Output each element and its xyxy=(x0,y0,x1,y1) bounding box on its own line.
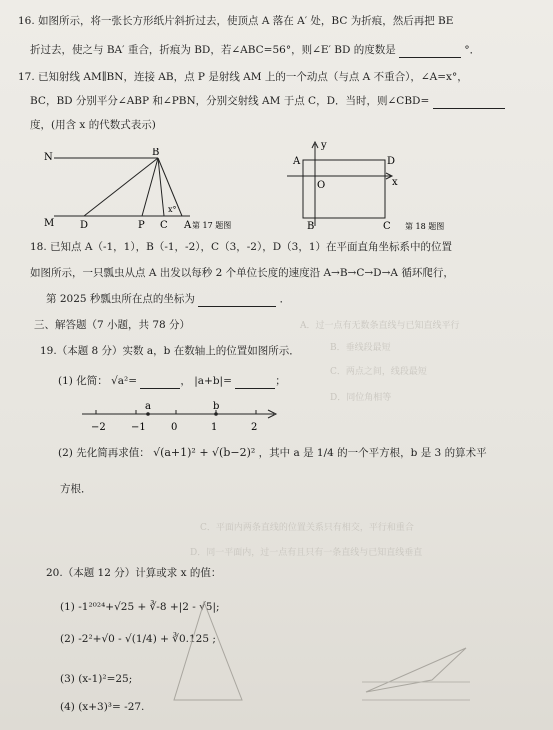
q17-line1: 17. 已知射线 AM∥BN，连接 AB，点 P 是射线 AM 上的一个动点（与点 A 不重合），∠A=x°， xyxy=(18,71,468,83)
number-line-tick-label: 1 xyxy=(211,422,218,433)
bleed-through-triangle xyxy=(170,600,250,710)
q17-line2: BC，BD 分别平分∠ABP 和∠PBN，分别交射线 AM 于点 C，D．当时，则∠CBD= xyxy=(30,94,505,109)
q16-line1: 16. 如图所示，将一张长方形纸片斜折过去，使顶点 A 落在 A′ 处，BC 为折痕，然后再把 BE xyxy=(18,15,454,27)
bleed-through-text: C．两点之间，线段最短 xyxy=(330,367,427,377)
fig17-label-angle-x: x° xyxy=(168,205,177,214)
fig18-label-B: B xyxy=(307,221,315,232)
q17-line3: 度，(用含 x 的代数式表示) xyxy=(30,119,156,131)
number-line-tick-label: 0 xyxy=(171,422,178,433)
fig18-label-y: y xyxy=(321,140,327,151)
figure-18-diagram xyxy=(285,138,465,234)
q16-answer-blank[interactable] xyxy=(399,43,461,58)
fig18-label-C: C xyxy=(383,221,391,232)
fig17-caption: 第 17 题图 xyxy=(192,221,232,230)
bleed-through-set-square xyxy=(362,640,472,710)
fig18-label-O: O xyxy=(317,180,326,191)
q18-line3: 第 2025 秒瓢虫所在点的坐标为 ． xyxy=(46,293,291,305)
q20-line1: 20.（本题 12 分）计算或求 x 的值： xyxy=(46,567,222,579)
q20-item2: (2) -2²+√0 - √(1/4) + ∛0.125 ; xyxy=(60,633,216,645)
number-line xyxy=(82,400,282,440)
q18-line2: 如图所示，一只瓢虫从点 A 出发以每秒 2 个单位长度的速度沿 A→B→C→D→A 循环爬行， xyxy=(30,267,454,279)
bleed-through-text: D．同位角相等 xyxy=(330,393,392,403)
number-line-tick-label: 2 xyxy=(251,422,258,433)
fig18-caption: 第 18 题图 xyxy=(405,222,445,231)
q19-line4: 方根． xyxy=(60,483,92,495)
fig17-label-P: P xyxy=(138,220,145,231)
fig17-label-C: C xyxy=(160,220,168,231)
fig17-label-M: M xyxy=(44,218,55,229)
q16-line2: 折过去，使之与 BA′ 重合，折痕为 BD，若∠ABC=56°，则∠E′ BD 的度数是 °． xyxy=(30,44,481,56)
q18-line1: 18. 已知点 A（-1，1），B（-1，-2），C（3，-2），D（3，1）在平面直角坐标系中的位置 xyxy=(30,241,453,253)
fig17-label-A: A xyxy=(184,220,192,231)
figure-17-diagram xyxy=(40,148,250,232)
bleed-through-text: C．平面内两条直线的位置关系只有相交，平行和重合 xyxy=(200,523,414,533)
q19-line1: 19.（本题 8 分）实数 a，b 在数轴上的位置如图所示． xyxy=(40,345,300,357)
number-line-tick-label: −2 xyxy=(91,422,106,433)
q19-part2: (2) 先化简再求值： √(a+1)² + √(b−2)² ，其中 a 是 1/4 的一个平方根，b 是 3 的算术平 xyxy=(58,446,487,459)
number-line-tick-label: −1 xyxy=(131,422,146,433)
q18-answer-blank[interactable] xyxy=(198,292,276,307)
q19-abs-answer-blank[interactable] xyxy=(235,374,275,389)
number-line-point-b: b xyxy=(213,401,220,412)
number-line-point-a: a xyxy=(145,401,151,412)
fig17-label-B: B xyxy=(152,148,160,158)
bleed-through-text: D．同一平面内，过一点有且只有一条直线与已知直线垂直 xyxy=(190,548,423,558)
q20-item4: (4) (x+3)³= -27. xyxy=(60,701,145,713)
q19-sqrt-answer-blank[interactable] xyxy=(140,374,180,389)
bleed-through-text: B．垂线段最短 xyxy=(330,343,391,353)
fig18-label-x: x xyxy=(392,177,398,188)
q17-answer-blank[interactable] xyxy=(433,94,505,109)
bleed-through-text: A．过一点有无数条直线与已知直线平行 xyxy=(300,321,460,331)
fig18-label-D: D xyxy=(387,156,396,167)
q19-part1: (1) 化简： √a²= ， |a+b|= ； xyxy=(58,375,286,387)
fig18-label-A: A xyxy=(293,156,301,167)
q20-item1: (1) -1²⁰²⁴+√25 + ∛-8 +|2 - √5|; xyxy=(60,601,220,613)
fig17-label-D: D xyxy=(80,220,89,231)
section-3-heading: 三、解答题（7 小题，共 78 分） xyxy=(34,319,191,331)
fig17-label-N: N xyxy=(44,152,53,163)
q20-item3: (3) (x-1)²=25; xyxy=(60,673,133,685)
